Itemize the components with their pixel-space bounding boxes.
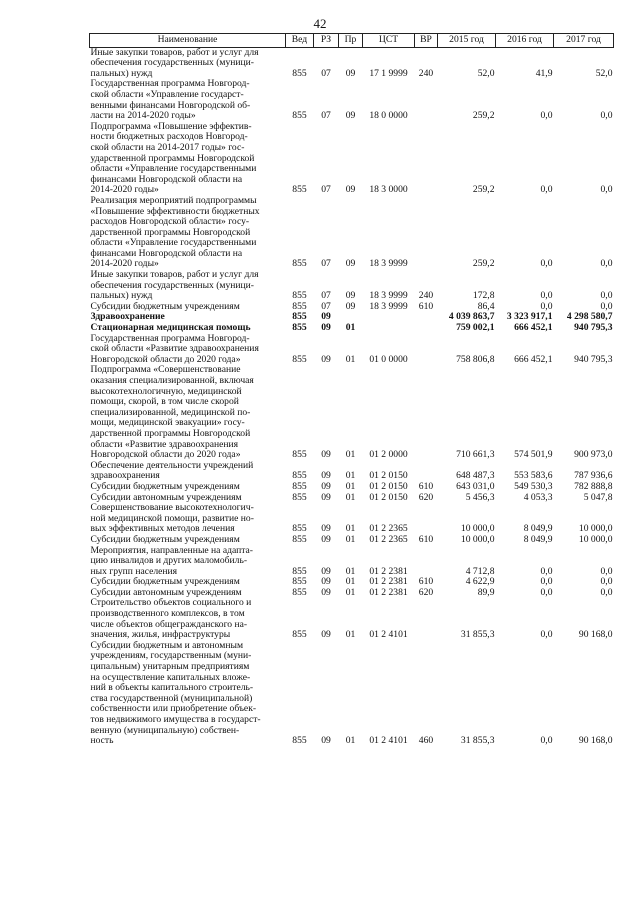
row-2016: 574 501,9 [514,449,553,461]
row-ved: 855 [292,533,307,545]
row-2017: 10 000,0 [578,523,613,535]
row-cst: 18 0 0000 [369,110,408,122]
row-pr: 09 [345,300,356,312]
row-vr [415,79,438,121]
row-2016: 549 530,3 [514,480,553,492]
row-2017: 90 168,0 [578,735,613,747]
row-rz: 09 [321,565,331,577]
row-cst: 18 3 0000 [369,184,408,196]
row-name: Субсидии бюджетным учреждениям [90,300,240,312]
row-ved: 855 [292,491,307,503]
row-ved: 855 [292,523,307,535]
header-cst: ЦСТ [363,34,415,48]
row-2015: 648 487,3 [456,470,495,482]
row-vr: 240 [418,290,434,302]
row-2017: 0,0 [600,565,613,577]
row-name: Здравоохранение [90,311,165,323]
table-row [90,535,614,546]
row-ved: 855 [292,110,307,122]
row-2015: 259,2 [472,258,495,270]
row-ved: 855 [292,735,307,747]
row-2016: 666 452,1 [514,322,553,334]
header-vr: ВР [415,34,438,48]
row-2015: 759 002,1 [456,322,495,334]
row-2016: 0,0 [540,565,553,577]
row-pr: 09 [345,67,356,79]
header-2015: 2015 год [438,34,496,48]
row-vr: 610 [418,480,434,492]
row-name: Иные закупки товаров, работ и услуг для обеспечения государственных (муници- пальных) нужд [90,46,259,79]
row-rz: 09 [321,311,331,323]
table-row [90,482,614,493]
table-row [90,334,614,366]
table-row [90,196,614,270]
row-2017: 0,0 [600,576,613,588]
row-cst: 01 2 0150 [369,491,408,503]
row-name: Подпрограмма «Совершенствование оказания специализированной, включая высокотехнологичную, медицинской помощи, скорой, в том числе скорой специализированной, медицинской по- мощи, медицинской эвакуации» госу- дарственной программы Новгородской области «Развитие здравоохранения Новгородской области до 2020 года» [90,364,254,461]
row-2015: 89,9 [477,586,495,598]
row-2017: 940 795,3 [574,322,613,334]
row-2017: 5 047,8 [583,491,613,503]
row-2017: 0,0 [600,184,613,196]
row-rz: 07 [321,300,331,312]
header-ved: Вед [286,34,314,48]
row-rz: 07 [321,110,331,122]
budget-table [89,33,614,747]
row-rz: 09 [321,629,331,641]
row-cst [363,312,415,323]
row-2015: 643 031,0 [456,480,495,492]
row-name: Стационарная медицинская помощь [90,322,251,334]
row-vr [415,122,438,196]
row-cst: 01 2 4101 [369,629,408,641]
row-2015: 5 456,3 [465,491,495,503]
row-cst: 01 2 0150 [369,480,408,492]
row-name: Обеспечение деятельности учреждений здравоохранения [90,459,254,482]
row-name: Подпрограмма «Повышение эффектив- ности бюджетных расходов Новгород- ской области на 2014-2017 годы» гос- ударственной программы Новгородской области «Управление государственными финансами Новгородской области на 2014-2020 годы» [90,120,257,196]
row-vr [415,312,438,323]
row-ved: 855 [292,586,307,598]
row-vr: 610 [418,533,434,545]
table-header-row [90,34,614,48]
row-2016: 0,0 [540,258,553,270]
row-2015: 172,8 [472,290,495,302]
row-rz: 09 [321,353,331,365]
row-rz: 07 [321,67,331,79]
row-2015: 758 806,8 [456,353,495,365]
header-pr: Пр [339,34,363,48]
row-cst: 01 0 0000 [369,353,408,365]
table-row [90,365,614,460]
row-cst: 01 2 4101 [369,735,408,747]
row-cst: 01 2 2365 [369,523,408,535]
row-name: Иные закупки товаров, работ и услуг для обеспечения государственных (муници- пальных) нужд [90,269,259,302]
row-cst: 01 2 2381 [369,586,408,598]
row-2017: 90 168,0 [578,629,613,641]
row-2015: 4 712,8 [465,565,495,577]
row-2015: 10 000,0 [460,533,495,545]
table-row [90,270,614,302]
row-cst: 17 1 9999 [369,67,408,79]
row-pr: 01 [345,586,356,598]
row-2017: 0,0 [600,258,613,270]
row-2016: 0,0 [540,300,553,312]
row-2015: 259,2 [472,184,495,196]
row-pr: 01 [345,491,356,503]
row-name: Субсидии автономным учреждениям [90,491,242,503]
row-2016: 8 049,9 [523,523,553,535]
row-2015: 259,2 [472,110,495,122]
row-2015: 710 661,3 [456,449,495,461]
row-2017: 900 973,0 [574,449,613,461]
row-pr: 09 [345,290,356,302]
row-vr: 610 [418,576,434,588]
row-vr [415,598,438,640]
row-2017: 52,0 [595,67,613,79]
row-2016: 8 049,9 [523,533,553,545]
row-pr: 01 [345,523,356,535]
row-ved: 855 [292,353,307,365]
row-2016: 553 583,6 [514,470,553,482]
row-rz: 09 [321,470,331,482]
table-row [90,461,614,482]
row-rz: 07 [321,290,331,302]
header-name: Наименование [90,34,286,48]
row-pr: 09 [345,184,356,196]
row-ved: 855 [292,322,307,334]
row-cst: 01 2 2381 [369,565,408,577]
row-vr: 240 [418,67,434,79]
row-pr: 01 [345,449,356,461]
row-ved: 855 [292,480,307,492]
header-2017: 2017 год [554,34,614,48]
row-vr [415,365,438,460]
row-2015: 31 855,3 [460,629,495,641]
row-name: Строительство объектов социального и производственного комплексов, в том числе объектов общегражданского на- значения, жилья, инфраструктуры [90,597,252,641]
row-ved: 855 [292,449,307,461]
row-ved: 855 [292,290,307,302]
row-ved: 855 [292,629,307,641]
row-name: Субсидии бюджетным и автономным учреждениям, государственным (муни- ципальным) унитарным предприятиям на осуществление капитальных вложе- ний в объекты капитального строитель- ства государственной (муниципальной) собственности или приобретение объек- тов недвижимого имущества в государст- венную (муниципальную) собствен- ность [90,639,261,747]
row-rz: 07 [321,184,331,196]
row-cst: 18 3 9999 [369,258,408,270]
row-ved: 855 [292,470,307,482]
row-vr [415,334,438,366]
row-ved: 855 [292,565,307,577]
row-name: Субсидии автономным учреждениям [90,586,242,598]
row-2015: 4 039 863,7 [448,311,495,323]
row-2016: 4 053,3 [523,491,553,503]
row-name: Совершенствование высокотехнологич- ной медицинской помощи, развитие но- вых эффективных методов лечения [90,502,254,535]
row-vr [415,546,438,578]
row-vr: 610 [418,300,434,312]
row-2017: 940 795,3 [574,353,613,365]
row-2017: 782 888,8 [574,480,613,492]
row-name: Мероприятия, направленные на адапта- цию инвалидов и других маломобиль- ных групп населения [90,544,254,577]
row-2015: 4 622,9 [465,576,495,588]
table-row [90,546,614,578]
row-vr [415,323,438,334]
row-vr [415,196,438,270]
row-rz: 09 [321,735,331,747]
row-rz: 09 [321,322,331,334]
row-name: Субсидии бюджетным учреждениям [90,533,240,545]
header-2016: 2016 год [496,34,554,48]
row-name: Реализация мероприятий подпрограммы «Повышение эффективности бюджетных расходов Новгородской области» госу- дарственной программы Новгородской области «Управление государственными финансами Новгородской области на 2014-2020 годы» [90,194,260,270]
row-cst: 01 2 2381 [369,576,408,588]
row-2016: 0,0 [540,290,553,302]
row-2016: 0,0 [540,184,553,196]
row-pr: 01 [345,480,356,492]
row-pr: 09 [345,110,356,122]
row-2016: 0,0 [540,110,553,122]
row-cst: 01 2 0150 [369,470,408,482]
row-pr: 09 [345,258,356,270]
header-rz: РЗ [314,34,339,48]
row-pr: 01 [345,533,356,545]
row-2016: 0,0 [540,586,553,598]
table-row [90,503,614,535]
row-2017: 0,0 [600,110,613,122]
table-row [90,79,614,121]
row-2016: 41,9 [535,67,553,79]
row-pr: 01 [345,470,356,482]
row-rz: 07 [321,258,331,270]
row-2016: 666 452,1 [514,353,553,365]
row-cst: 01 2 0000 [369,449,408,461]
row-2017: 4 298 580,7 [566,311,613,323]
row-rz: 09 [321,480,331,492]
row-ved: 855 [292,576,307,588]
row-ved: 855 [292,258,307,270]
row-name: Государственная программа Новгород- ской области «Управление государст- венными финансами Новгородской об- ласти на 2014-2020 годы» [90,78,251,122]
row-cst: 18 3 9999 [369,290,408,302]
table-row [90,598,614,640]
row-vr [415,503,438,535]
row-name: Субсидии бюджетным учреждениям [90,480,240,492]
row-rz: 09 [321,586,331,598]
row-rz: 09 [321,449,331,461]
row-rz: 09 [321,533,331,545]
row-2015: 10 000,0 [460,523,495,535]
row-pr: 01 [345,322,356,334]
table-row [90,47,614,79]
row-pr: 01 [345,629,356,641]
row-vr: 620 [418,491,434,503]
row-vr: 460 [418,735,434,747]
row-name: Государственная программа Новгород- ской области «Развитие здравоохранения Новгородской области до 2020 года» [90,332,259,365]
row-ved: 855 [292,184,307,196]
row-pr: 01 [345,565,356,577]
row-2017: 0,0 [600,300,613,312]
row-name: Субсидии бюджетным учреждениям [90,576,240,588]
row-2017: 787 936,6 [574,470,613,482]
row-pr: 01 [345,735,356,747]
row-2015: 52,0 [477,67,495,79]
row-2015: 86,4 [477,300,495,312]
row-pr: 01 [345,353,356,365]
row-cst: 01 2 2365 [369,533,408,545]
row-rz: 09 [321,491,331,503]
row-2015: 31 855,3 [460,735,495,747]
row-2016: 0,0 [540,735,553,747]
row-2017: 10 000,0 [578,533,613,545]
row-ved: 855 [292,311,307,323]
row-rz: 09 [321,576,331,588]
row-ved: 855 [292,300,307,312]
row-ved: 855 [292,67,307,79]
row-2016: 0,0 [540,629,553,641]
row-cst [363,323,415,334]
table-row [90,641,614,747]
row-vr: 620 [418,586,434,598]
row-vr [415,461,438,482]
row-pr: 01 [345,576,356,588]
row-cst: 18 3 9999 [369,300,408,312]
page-number: 42 [313,16,327,31]
table-row [90,122,614,196]
row-2016: 0,0 [540,576,553,588]
row-rz: 09 [321,523,331,535]
row-2017: 0,0 [600,586,613,598]
row-2017: 0,0 [600,290,613,302]
row-2016: 3 323 917,1 [506,311,553,323]
